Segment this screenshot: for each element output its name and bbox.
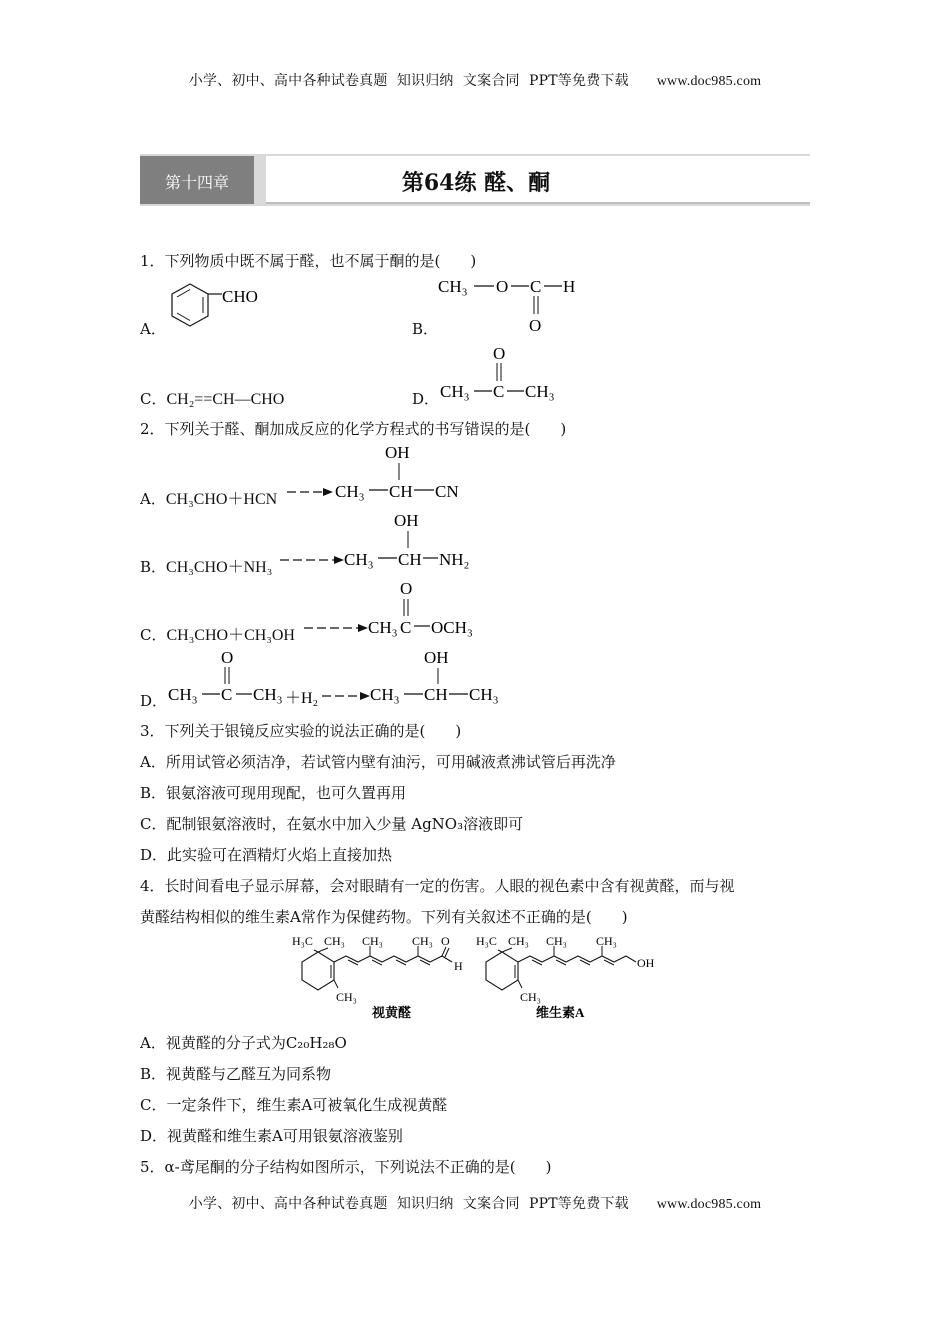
q2-a-left: CH₃CHO＋HCN xyxy=(165,491,278,508)
q2-d-c: C xyxy=(221,685,233,704)
svg-text:CH₃: CH₃ xyxy=(508,934,529,948)
q4-figure xyxy=(288,930,668,1022)
svg-text:OH: OH xyxy=(637,956,655,970)
q1-option-c: C．CH₂==CH—CHO xyxy=(140,390,285,408)
svg-text:CH₃: CH₃ xyxy=(412,934,433,948)
page-title: 第64练 醛、酮 xyxy=(401,170,551,196)
q2-c-o: O xyxy=(400,579,413,598)
q1-b-c: C xyxy=(530,277,542,296)
q1-option-b-label: B． xyxy=(412,320,439,338)
svg-text:CH₃: CH₃ xyxy=(336,990,357,1004)
q1-option-a-label: A． xyxy=(140,320,166,338)
page-header xyxy=(0,70,950,90)
q2-b-product xyxy=(278,510,478,572)
svg-text:O: O xyxy=(441,934,450,948)
q2-stem: 2．下列关于醛、酮加成反应的化学方程式的书写错误的是( ) xyxy=(140,420,567,438)
svg-text:H₃C: H₃C xyxy=(476,934,497,948)
vitamin-a-structure xyxy=(476,934,655,1004)
q1-b-h: H xyxy=(563,277,576,296)
q1-option-b-structure xyxy=(438,274,588,336)
footer-text: 小学、初中、高中各种试卷真题 知识归纳 文案合同 PPT等免费下载 xyxy=(188,1196,629,1212)
q4-option-c: C．一定条件下，维生素A可被氧化生成视黄醛 xyxy=(140,1096,448,1114)
q1-stem: 1．下列物质中既不属于醛，也不属于酮的是( ) xyxy=(140,252,477,270)
svg-text:CH₃: CH₃ xyxy=(596,934,617,948)
page-footer xyxy=(0,1193,950,1213)
q4-option-b: B．视黄醛与乙醛互为同系物 xyxy=(140,1065,332,1083)
q2-a-product xyxy=(285,442,475,504)
q3-option-c: C．配制银氨溶液时，在氨水中加入少量 AgNO₃溶液即可 xyxy=(140,815,524,833)
q1-b-ch3: CH₃ xyxy=(438,277,468,296)
q2-a-ch: CH xyxy=(389,482,413,501)
q2-option-d-label: D． xyxy=(140,692,168,710)
q4-option-d: D．视黄醛和维生素A可用银氨溶液鉴别 xyxy=(140,1127,403,1145)
q2-option-a: A．CH₃CHO＋HCN xyxy=(140,490,278,508)
header-site: www.doc985.com xyxy=(656,74,762,89)
q4-fig1-label: 视黄醛 xyxy=(372,1005,412,1020)
q2-c-product xyxy=(302,578,482,640)
header-text: 小学、初中、高中各种试卷真题 知识归纳 文案合同 PPT等免费下载 xyxy=(188,73,629,89)
q3-option-d: D．此实验可在酒精灯火焰上直接加热 xyxy=(140,846,393,864)
q1-option-d-structure xyxy=(440,342,570,404)
q1-d-o: O xyxy=(493,344,506,363)
q4-option-a: A．视黄醛的分子式为C₂₀H₂₈O xyxy=(140,1034,347,1052)
q2-c-left: CH₃CHO＋CH₃OH xyxy=(166,627,295,644)
q2-d-h2: ＋H₂ xyxy=(285,690,319,707)
q2-c-ch3: CH₃ xyxy=(368,618,398,637)
svg-text:CH₃: CH₃ xyxy=(546,934,567,948)
chapter-tag xyxy=(140,156,254,204)
q1-b-o: O xyxy=(496,277,509,296)
retinal-structure xyxy=(292,934,463,1004)
q4-fig2-label: 维生素A xyxy=(536,1005,585,1020)
svg-text:H₃C: H₃C xyxy=(292,934,313,948)
q2-d-o: O xyxy=(221,648,234,667)
q5-stem: 5．α-鸢尾酮的分子结构如图所示，下列说法不正确的是( ) xyxy=(140,1158,552,1176)
q2-d-rch3: CH₃ xyxy=(253,685,283,704)
q3-option-b: B．银氨溶液可现用现配，也可久置再用 xyxy=(140,784,407,802)
q2-d-lch3: CH₃ xyxy=(168,685,198,704)
q2-b-ch3: CH₃ xyxy=(344,550,374,569)
q2-b-nh2: NH₂ xyxy=(439,550,470,569)
q1-b-o2: O xyxy=(529,316,542,335)
q2-b-left: CH₃CHO＋NH₃ xyxy=(166,559,273,576)
q2-option-c: C．CH₃CHO＋CH₃OH xyxy=(140,626,295,644)
q1-d-left: CH₃ xyxy=(440,382,470,401)
q4-stem-1: 4．长时间看电子显示屏幕，会对眼睛有一定的伤害。人眼的视色素中含有视黄醛，而与视 xyxy=(140,877,735,895)
q4-stem-2: 黄醛结构相似的维生素A常作为保健药物。下列有关叙述不正确的是( ) xyxy=(140,908,628,926)
q2-a-oh: OH xyxy=(385,443,410,462)
q2-c-och3: OCH₃ xyxy=(431,618,473,637)
q3-option-a: A．所用试管必须洁净，若试管内壁有油污，可用碱液煮沸试管后再洗净 xyxy=(140,753,616,771)
q1-option-a-structure xyxy=(160,276,290,338)
q2-c-c: C xyxy=(400,618,412,637)
q2-option-b: B．CH₃CHO＋NH₃ xyxy=(140,558,273,576)
q2-a-cn: CN xyxy=(435,482,459,501)
q2-d-p-r: CH₃ xyxy=(469,685,499,704)
chapter-banner xyxy=(140,154,810,214)
q1-d-c: C xyxy=(493,382,505,401)
q2-a-ch3: CH₃ xyxy=(335,482,365,501)
chapter-label: 第十四章 xyxy=(164,173,229,192)
q2-b-ch: CH xyxy=(398,550,422,569)
q1-c-formula: CH₂==CH—CHO xyxy=(166,391,285,408)
footer-site: www.doc985.com xyxy=(656,1197,762,1212)
q1-option-d-label: D． xyxy=(412,390,440,408)
svg-text:CH₃: CH₃ xyxy=(520,990,541,1004)
q2-d-p-ch: CH xyxy=(424,685,448,704)
q2-d-equation xyxy=(166,646,516,708)
q2-b-oh: OH xyxy=(394,511,419,530)
q1-a-cho: CHO xyxy=(222,287,258,306)
q2-d-oh: OH xyxy=(424,648,449,667)
svg-text:H: H xyxy=(454,959,463,973)
q3-stem: 3．下列关于银镜反应实验的说法正确的是( ) xyxy=(140,722,462,740)
svg-text:CH₃: CH₃ xyxy=(324,934,345,948)
q2-d-p-ch3: CH₃ xyxy=(370,685,400,704)
svg-text:CH₃: CH₃ xyxy=(362,934,383,948)
q1-d-right: CH₃ xyxy=(525,382,555,401)
